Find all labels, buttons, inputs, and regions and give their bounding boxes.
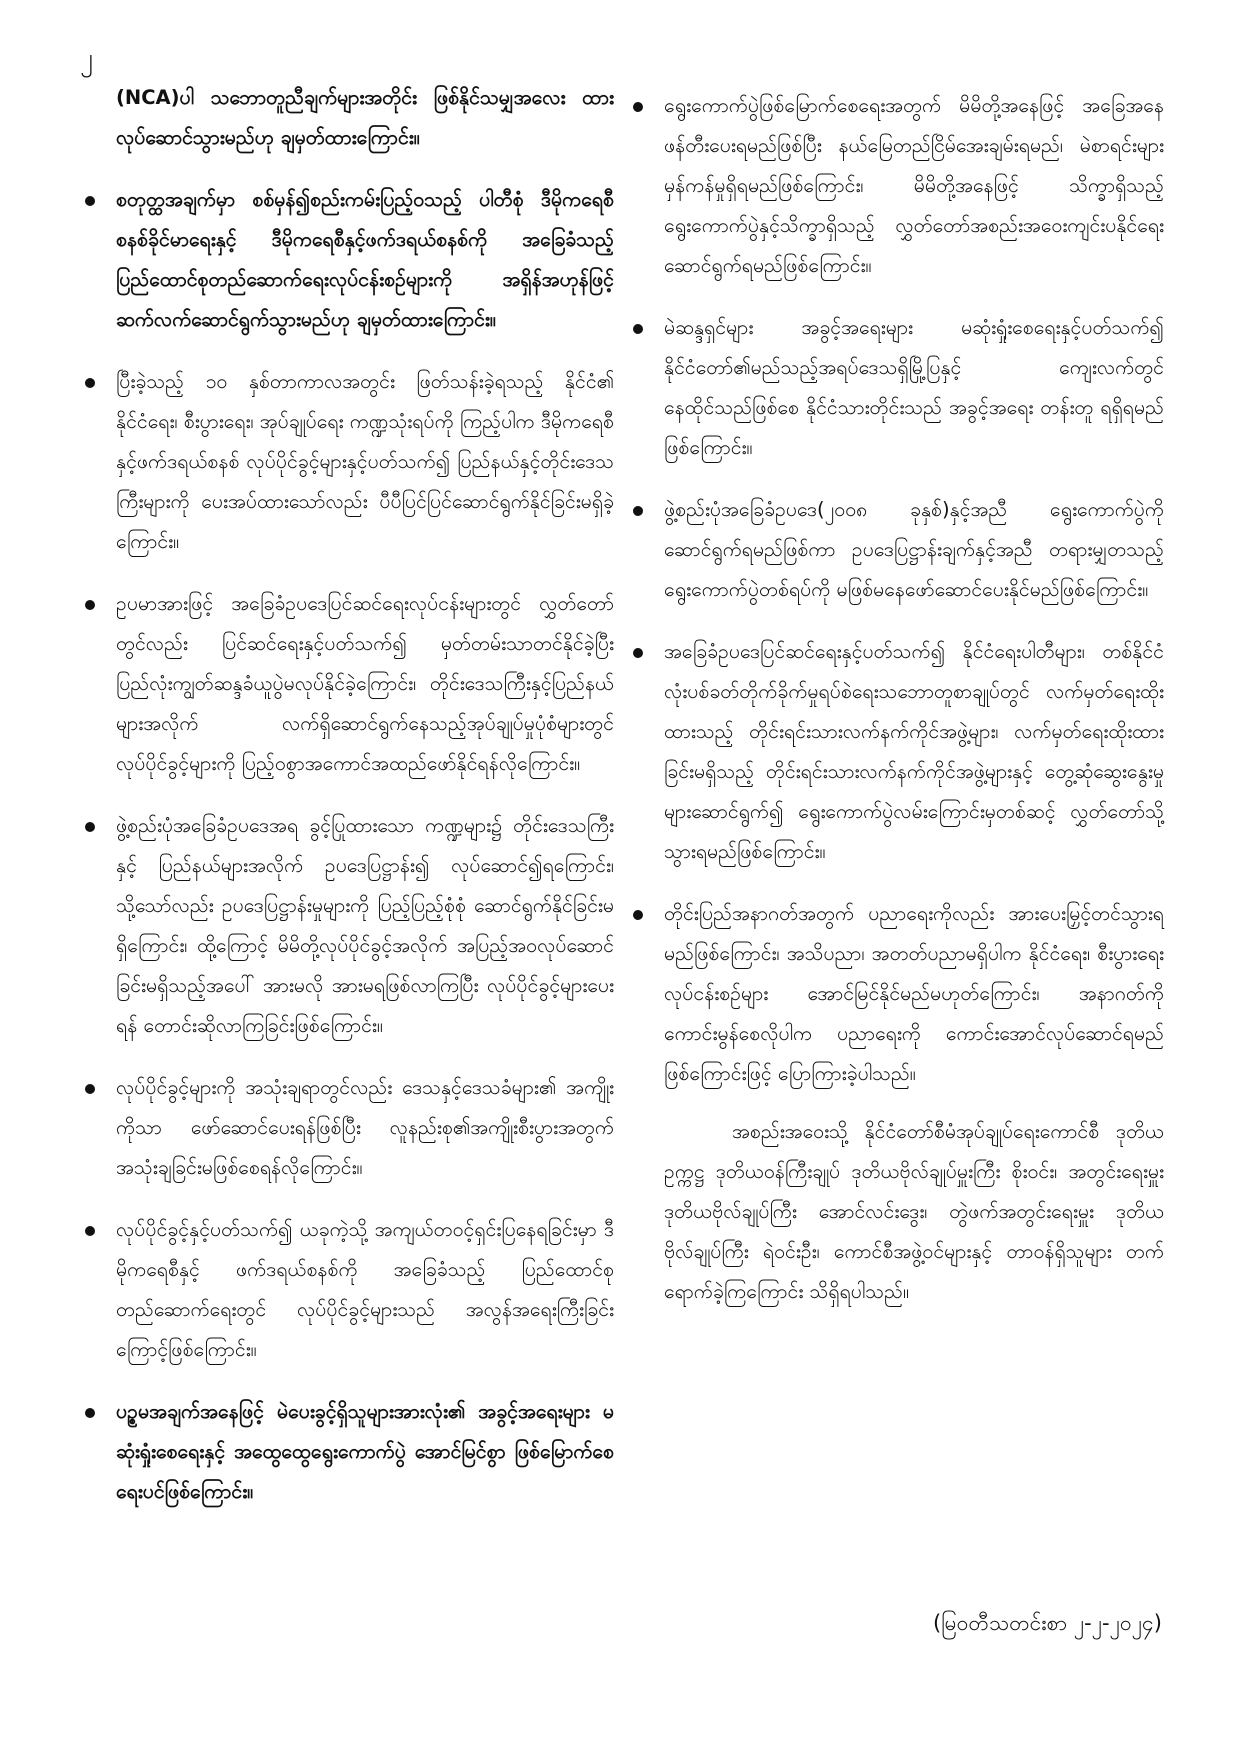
list-item <box>116 180 614 340</box>
bullet-icon <box>85 378 95 388</box>
bullet-icon <box>633 102 643 112</box>
source-citation: (မြဝတီသတင်းစာ ၂-၂-၂၀၂၄) <box>932 1611 1162 1635</box>
list-item <box>664 308 1164 468</box>
list-item-text: ဖွဲ့စည်းပုံအခြေခံဥပဒေ(၂၀၀၈ ခုနှစ်)နှင့်အညီ ရွေးကောက်ပွဲကို ဆောင်ရွက်ရမည်ဖြစ်ကာ ဥပဒေပြဋ္ဌာန်းချက်နှင့်အညီ တရားမျှတသည့် ရွေးကောက်ပွဲတစ်ရပ်ကို မဖြစ်မနေဖော်ဆောင်ပေးနိုင်မည်ဖြစ်ကြောင်း။ <box>664 498 1164 601</box>
page-number: ၂ <box>80 43 93 73</box>
list-item <box>664 632 1164 872</box>
bullet-icon <box>85 196 95 206</box>
list-item-text: ရွေးကောက်ပွဲဖြစ်မြောက်စေရေးအတွက် မိမိတို့အနေဖြင့် အခြေအနေဖန်တီးပေးရမည်ဖြစ်ပြီး နယ်မြေတည်ငြိမ်အေးချမ်းရမည်၊ မဲစာရင်းများ မှန်ကန်မှုရှိရမည်ဖြစ်ကြောင်း၊ မိမိတို့အနေဖြင့် သိက္ခာရှိသည့်ရွေးကောက်ပွဲနှင့်သိက္ခာရှိသည့် လွှတ်တော်အစည်းအဝေးကျင်းပနိုင်ရေး ဆောင်ရွက်ရမည်ဖြစ်ကြောင်း။ <box>664 94 1164 277</box>
bullet-icon <box>633 910 643 920</box>
list-item <box>116 584 614 784</box>
left-column <box>116 78 614 1512</box>
bullet-icon <box>85 600 95 610</box>
list-item-text: စတုတ္ထအချက်မှာ စစ်မှန်၍စည်းကမ်းပြည့်ဝသည့် ပါတီစုံ ဒီမိုကရေစီစနစ်ခိုင်မာရေးနှင့် ဒီမိုကရေစီနှင့်ဖက်ဒရယ်စနစ်ကို အခြေခံသည့် ပြည်ထောင်စုတည်ဆောက်ရေးလုပ်ငန်းစဉ်များကို အရှိန်အဟုန်ဖြင့် ဆက်လက်ဆောင်ရွက်သွားမည်ဟု ချမှတ်ထားကြောင်း။ <box>116 188 614 331</box>
bullet-icon <box>85 822 95 832</box>
list-item-text: ဥပမာအားဖြင့် အခြေခံဥပဒေပြင်ဆင်ရေးလုပ်ငန်းများတွင် လွှတ်တော်တွင်လည်း ပြင်ဆင်ရေးနှင့်ပတ်သက်၍ မှတ်တမ်းသာတင်နိုင်ခဲ့ပြီး ပြည်လုံးကျွတ်ဆန္ဒခံယူပွဲမလုပ်နိုင်ခဲ့ကြောင်း၊ တိုင်းဒေသကြီးနှင့်ပြည်နယ်များအလိုက် လက်ရှိဆောင်ရွက်နေသည့်အုပ်ချုပ်မှုပုံစံများတွင် လုပ်ပိုင်ခွင့်များကို ပြည့်ဝစွာအကောင်အထည်ဖော်နိုင်ရန်လိုကြောင်း။ <box>116 592 614 775</box>
list-item-text: လုပ်ပိုင်ခွင့်နှင့်ပတ်သက်၍ ယခုကဲ့သို့ အကျယ်တဝင့်ရှင်းပြနေရခြင်းမှာ ဒီမိုကရေစီနှင့် ဖက်ဒရယ်စနစ်ကို အခြေခံသည့် ပြည်ထောင်စုတည်ဆောက်ရေးတွင် လုပ်ပိုင်ခွင့်များသည် အလွန်အရေးကြီးခြင်းကြောင့်ဖြစ်ကြောင်း။ <box>116 1218 614 1361</box>
closing-paragraph: အစည်းအဝေးသို့ နိုင်ငံတော်စီမံအုပ်ချုပ်ရေးကောင်စီ ဒုတိယဥက္ကဋ္ဌ ဒုတိယဝန်ကြီးချုပ် ဒုတိယဗိုလ်ချုပ်မှူးကြီး စိုးဝင်း၊ အတွင်းရေးမှူး ဒုတိယဗိုလ်ချုပ်ကြီး အောင်လင်းဒွေး၊ တွဲဖက်အတွင်းရေးမှူး ဒုတိယဗိုလ်ချုပ်ကြီး ရဲဝင်းဦး၊ ကောင်စီအဖွဲ့ဝင်များနှင့် တာဝန်ရှိသူများ တက်ရောက်ခဲ့ကြကြောင်း သိရှိရပါသည်။ <box>664 1120 1164 1303</box>
list-item <box>664 894 1164 1094</box>
bullet-icon <box>633 324 643 334</box>
bullet-icon <box>85 1226 95 1236</box>
list-item-text: ပြီးခဲ့သည့် ၁၀ နှစ်တာကာလအတွင်း ဖြတ်သန်းခဲ့ရသည့် နိုင်ငံ၏ နိုင်ငံရေး၊ စီးပွားရေး၊ အုပ်ချုပ်ရေး ကဏ္ဍသုံးရပ်ကို ကြည့်ပါက ဒီမိုကရေစီနှင့်ဖက်ဒရယ်စနစ် လုပ်ပိုင်ခွင့်များနှင့်ပတ်သက်၍ ပြည်နယ်နှင့်တိုင်းဒေသကြီးများကို ပေးအပ်ထားသော်လည်း ပီပီပြင်ပြင်ဆောင်ရွက်နိုင်ခြင်းမရှိခဲ့ကြောင်း။ <box>116 370 614 553</box>
list-item <box>116 806 614 1046</box>
list-item-text: အခြေခံဥပဒေပြင်ဆင်ရေးနှင့်ပတ်သက်၍ နိုင်ငံရေးပါတီများ၊ တစ်နိုင်ငံလုံးပစ်ခတ်တိုက်ခိုက်မှုရပ်စဲရေးသဘောတူစာချုပ်တွင် လက်မှတ်ရေးထိုးထားသည့် တိုင်းရင်းသားလက်နက်ကိုင်အဖွဲ့များ၊ လက်မှတ်ရေးထိုးထားခြင်းမရှိသည့် တိုင်းရင်းသားလက်နက်ကိုင်အဖွဲ့များနှင့် တွေ့ဆုံဆွေးနွေးမှုများဆောင်ရွက်၍ ရွေးကောက်ပွဲလမ်းကြောင်းမှတစ်ဆင့် လွှတ်တော်သို့ သွားရမည်ဖြစ်ကြောင်း။ <box>664 640 1164 863</box>
list-item <box>664 86 1164 286</box>
list-item <box>116 1068 614 1188</box>
list-item <box>116 362 614 562</box>
intro-paragraph: (NCA)ပါ သဘောတူညီချက်များအတိုင်း ဖြစ်နိုင်သမျှအလေး ထားလုပ်ဆောင်သွားမည်ဟု ချမှတ်ထားကြောင်း။ <box>116 86 614 149</box>
bullet-icon <box>85 1084 95 1094</box>
bullet-icon <box>633 648 643 658</box>
list-item-text: လုပ်ပိုင်ခွင့်များကို အသုံးချရာတွင်လည်း ဒေသနှင့်ဒေသခံများ၏ အကျိုးကိုသာ ဖော်ဆောင်ပေးရန်ဖြစ်ပြီး လူနည်းစု၏အကျိုးစီးပွားအတွက် အသုံးချခြင်းမဖြစ်စေရန်လိုကြောင်း။ <box>116 1076 614 1179</box>
list-item-text: မဲဆန္ဒရှင်များ အခွင့်အရေးများ မဆုံးရှုံးစေရေးနှင့်ပတ်သက်၍ နိုင်ငံတော်၏မည်သည့်အရပ်ဒေသရှိမြို့ပြနှင့် ကျေးလက်တွင် နေထိုင်သည်ဖြစ်စေ နိုင်ငံသားတိုင်းသည် အခွင့်အရေး တန်းတူ ရရှိရမည်ဖြစ်ကြောင်း။ <box>664 316 1164 459</box>
list-item <box>116 1392 614 1512</box>
bullet-icon <box>633 506 643 516</box>
list-item-text: တိုင်းပြည်အနာဂတ်အတွက် ပညာရေးကိုလည်း အားပေးမြှင့်တင်သွားရမည်ဖြစ်ကြောင်း၊ အသိပညာ၊ အတတ်ပညာမရှိပါက နိုင်ငံရေး၊ စီးပွားရေးလုပ်ငန်းစဉ်များ အောင်မြင်နိုင်မည်မဟုတ်ကြောင်း၊ အနာဂတ်ကို ကောင်းမွန်စေလိုပါက ပညာရေးကို ကောင်းအောင်လုပ်ဆောင်ရမည်ဖြစ်ကြောင်းဖြင့် ပြောကြားခဲ့ပါသည်။ <box>664 902 1164 1085</box>
list-item-text: ပဉ္စမအချက်အနေဖြင့် မဲပေးခွင့်ရှိသူများအားလုံး၏ အခွင့်အရေးများ မဆုံးရှုံးစေရေးနှင့် အထွေထွေရွေးကောက်ပွဲ အောင်မြင်စွာ ဖြစ်မြောက်စေရေးပင်ဖြစ်ကြောင်း။ <box>116 1400 614 1503</box>
right-column <box>664 78 1164 1312</box>
list-item <box>116 1210 614 1370</box>
list-item <box>664 490 1164 610</box>
bullet-icon <box>85 1408 95 1418</box>
list-item-text: ဖွဲ့စည်းပုံအခြေခံဥပဒေအရ ခွင့်ပြုထားသော ကဏ္ဍများ၌ တိုင်းဒေသကြီးနှင့် ပြည်နယ်များအလိုက် ဥပဒေပြဋ္ဌာန်း၍ လုပ်ဆောင်၍ရကြောင်း၊ သို့သော်လည်း ဥပဒေပြဋ္ဌာန်းမှုများကို ပြည့်ပြည့်စုံစုံ ဆောင်ရွက်နိုင်ခြင်းမရှိကြောင်း၊ ထို့ကြောင့် မိမိတို့လုပ်ပိုင်ခွင့်အလိုက် အပြည့်အဝလုပ်ဆောင်ခြင်းမရှိသည့်အပေါ် အားမလို အားမရဖြစ်လာကြပြီး လုပ်ပိုင်ခွင့်များပေးရန် တောင်းဆိုလာကြခြင်းဖြစ်ကြောင်း။ <box>116 814 614 1037</box>
